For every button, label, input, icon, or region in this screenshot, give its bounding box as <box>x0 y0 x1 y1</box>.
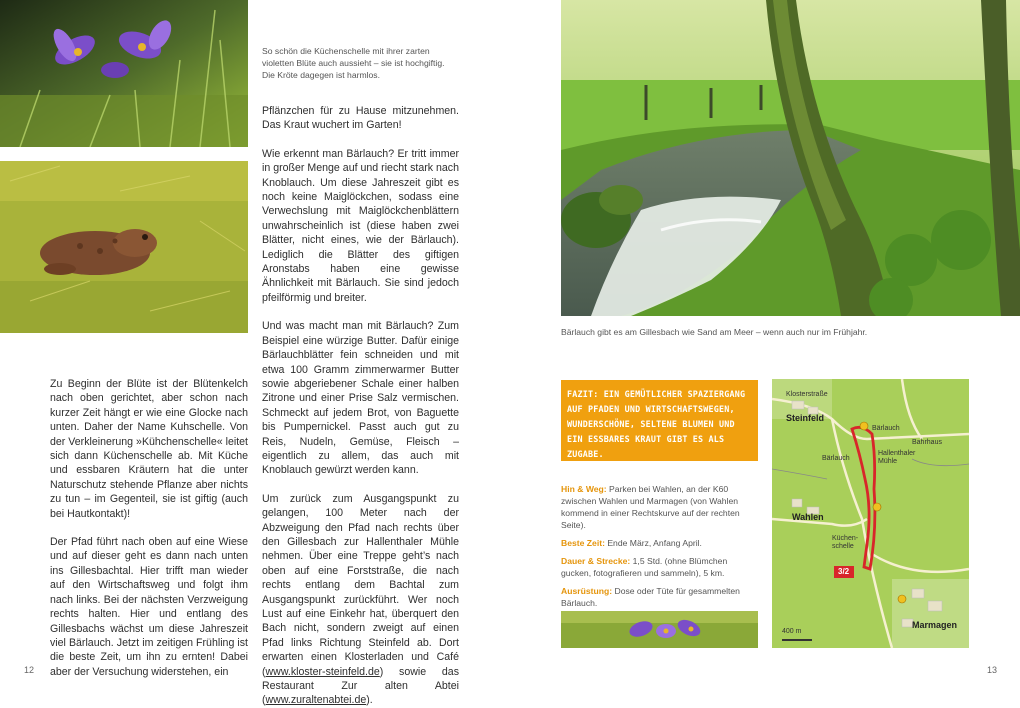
info-dauer <box>561 555 759 579</box>
toad-photo <box>0 161 248 333</box>
info-key: Beste Zeit: <box>561 538 605 548</box>
middle-paragraph-1: Pflänzchen für zu Hause mitzunehmen. Das Kraut wuchert im Garten! <box>262 105 459 132</box>
map-label-wahlen: Wahlen <box>792 512 824 522</box>
info-hin-weg <box>561 483 759 531</box>
stream-photo <box>561 0 1020 316</box>
stream-caption: Bärlauch gibt es am Gillesbach wie Sand am Meer – wenn auch nur im Frühjahr. <box>561 327 868 337</box>
paragraph-4-text-b: ) sowie das Restaurant Zur alten Abtei ( <box>262 665 459 707</box>
map-scale: 400 m <box>782 628 802 635</box>
page-number-left: 12 <box>24 665 35 675</box>
left-column <box>50 377 248 679</box>
pasque-flower-small-photo <box>561 611 758 648</box>
info-key: Dauer & Strecke: <box>561 556 631 566</box>
map-scale-bar <box>782 639 812 641</box>
pasque-flower-photo <box>0 0 248 147</box>
paragraph-4-text-c: ). <box>366 694 373 707</box>
info-ausruestung <box>561 585 759 609</box>
info-text: Parken bei Wahlen, an der K60 zwischen Wahlen und Marmagen (von Wahlen kommend in einer Rechtskurve auf der rechten Seite). <box>561 484 740 530</box>
map-label-steinfeld: Steinfeld <box>786 413 825 423</box>
page-number-right: 13 <box>987 665 998 675</box>
route-map <box>772 379 969 648</box>
info-text: Ende März, Anfang April. <box>604 538 702 548</box>
paragraph-4-text: Um zurück zum Ausgangspunkt zu gelangen, 100 Meter nach der Abzweigung den Pfad nach rechts über den Gillesbach zur Hallenthaler Mühle nehmen. Über eine Treppe geht’s nach oben auf eine Forststraße, die nach rechts entlang dem Bachtal zum Ausgangspunkt zurückführt. Wer noch Lust auf eine Einkehr hat, überquert den Bach nicht, sondern zweigt auf einen Pfad links Richtung Steinfeld ab. Dort erwarten einen Klosterladen und Café ( <box>262 492 459 678</box>
middle-paragraph-4 <box>262 492 459 708</box>
info-text: 1,5 Std. (ohne Blümchen gucken, fotografieren und sammeln), 5 km. <box>561 556 728 578</box>
middle-column <box>262 104 459 708</box>
info-beste-zeit <box>561 537 759 549</box>
map-label-bahrhaus: Bahrhaus <box>912 439 942 446</box>
abtei-link[interactable]: www.zuraltenabtei.de <box>265 694 367 707</box>
left-paragraph-2: Der Pfad führt nach oben auf eine Wiese und auf dieser geht es dann nach unten ins Gillesbachtal. Hier trifft man wieder auf den Wirtschaftsweg und folgt ihm nach links. Bei der nächsten Verzweigung rechts halten. Hier und entlang des Gillesbachs wächst um diese Jahreszeit viel Bärlauch. Jetzt im zeitigen Frühling ist die beste Zeit, um ihn zu ernten! Dabei aber der Versuchung widerstehen, ein <box>50 536 248 678</box>
kloster-link[interactable]: www.kloster-steinfeld.de <box>265 665 380 678</box>
map-label-marmagen: Marmagen <box>912 620 958 630</box>
flower-toad-caption: So schön die Küchenschelle mit ihrer zarten violetten Blüte auch aussieht – sie ist hochgiftig. Die Kröte dagegen ist harmlos. <box>262 46 445 80</box>
info-block <box>561 483 759 615</box>
info-key: Hin & Weg: <box>561 484 607 494</box>
left-paragraph-1: Zu Beginn der Blüte ist der Blütenkelch nach oben gerichtet, aber schon nach kurzer Zeit hängt er wie eine Glocke nach unten. Daher der Name Kuhschelle. Von der Verkleinerung »Kühchenschelle« leitet sich dann Küchenschelle ab. Mit Küche und essbaren Kräutern hat die unter Naturschutz stehende Pflanze aber nichts zu tun – im Gegenteil, sie ist giftig (auch bei Hautkontakt)! <box>50 378 248 520</box>
info-text: Dose oder Tüte für gesammelten Bärlauch. <box>561 586 740 608</box>
map-label-baerlauch-1: Bärlauch <box>872 425 900 432</box>
info-key: Ausrüstung: <box>561 586 613 596</box>
map-label-kuechenschelle: Küchen- schelle <box>832 535 859 550</box>
route-marker: 3/2 <box>838 567 850 576</box>
map-label-hallenthaler-muehle: Hallenthaler Mühle <box>878 450 916 465</box>
map-label-klosterstrasse: Klosterstraße <box>786 391 828 398</box>
middle-paragraph-2: Wie erkennt man Bärlauch? Er tritt immer in großer Menge auf und riecht stark nach Knoblauch. Um diese Jahreszeit gibt es noch keine Maiglöckchen, sodass eine Verwechslung mit Maiglöckchenblättern unwahrscheinlich ist (diese haben zwei Blätter, nicht eines, wie der Bärlauch). Lediglich die Blätter des giftigen Aronstabs haben eine gewisse Ähnlichkeit mit Bärlauch. Sie sind jedoch pfeilförmig und breiter. <box>262 147 459 304</box>
middle-paragraph-3: Und was macht man mit Bärlauch? Zum Beispiel eine würzige Butter. Dafür einige Bärlauchblätter fein schneiden und mit etwa 100 Gramm zimmerwarmer Butter sowie abgeriebener Schale einer halben Zitrone und einer Prise Salz vermischen. Schmeckt auf jedem Brot, von Baguette bis Pumpernickel. Passt auch gut zu Reis, Nudeln, Gemüse, Fleisch – eigentlich zu allem, das auch mit Knoblauch gewürzt werden kann. <box>262 320 459 477</box>
fazit-box: FAZIT: EIN GEMÜTLICHER SPAZIERGANG AUF PFADEN UND WIRTSCHAFTSWEGEN, WUNDERSCHÖNE, SELTENE BLUMEN UND EIN ESSBARES KRAUT GIBT ES ALS ZUGABE. <box>561 380 758 461</box>
map-label-baerlauch-2: Bärlauch <box>822 455 850 462</box>
